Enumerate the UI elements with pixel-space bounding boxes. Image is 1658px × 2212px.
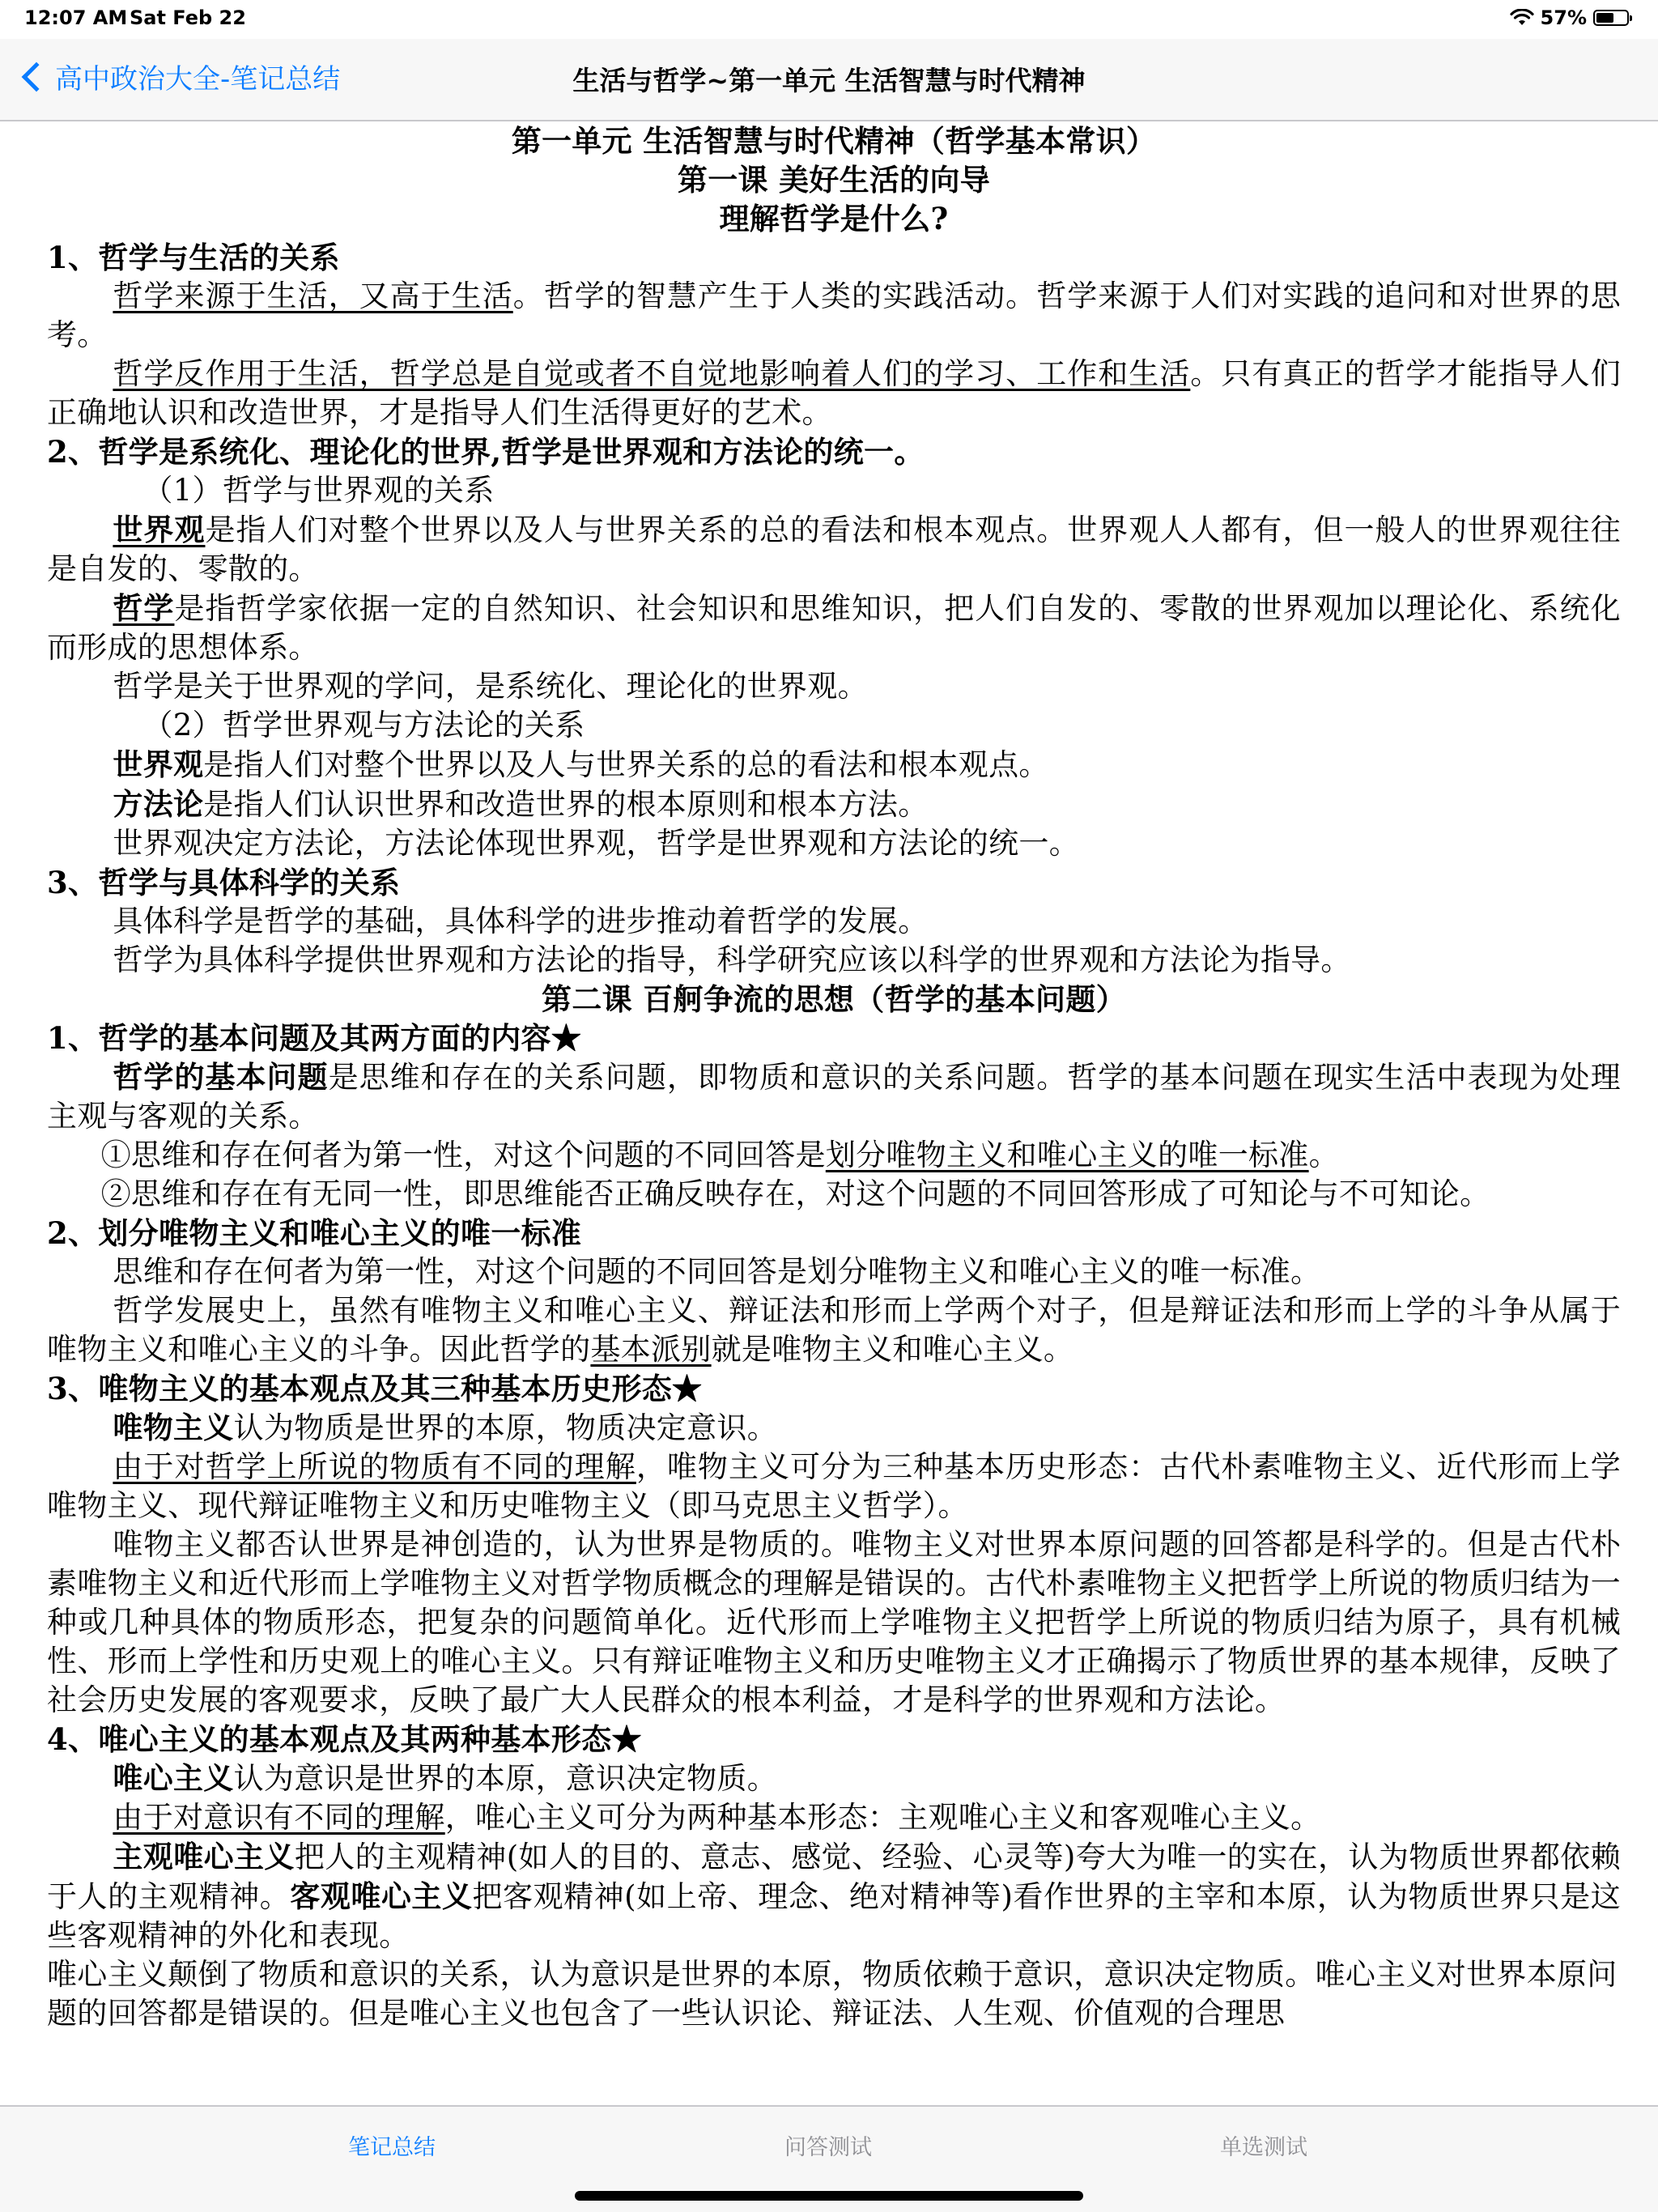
paragraph: 由于对哲学上所说的物质有不同的理解，唯物主义可分为三种基本历史形态：古代朴素唯物主义、近代形而上学唯物主义、现代辩证唯物主义和历史唯物主义（即马克思主义哲学）。 — [47, 1449, 1621, 1523]
paragraph: 唯心主义认为意识是世界的本原，意识决定物质。 — [113, 1760, 777, 1796]
paragraph: 哲学是指哲学家依据一定的自然知识、社会知识和思维知识，把人们自发的、零散的世界观加以理论化、系统化而形成的思想体系。 — [47, 590, 1621, 665]
paragraph: 主观唯心主义把人的主观精神(如人的目的、意志、感觉、经验、心灵等)夸大为唯一的实在，认为物质世界都依赖于人的主观精神。客观唯心主义把客观精神(如上帝、理念、绝对精神等)看作世界的主宰和本原，认为物质世界只是这些客观精神的外化和表现。 — [47, 1839, 1621, 1953]
tab-notes-summary[interactable]: 笔记总结 — [348, 2135, 436, 2160]
note-document — [0, 121, 1658, 2033]
paragraph: 哲学反作用于生活，哲学总是自觉或者不自觉地影响着人们的学习、工作和生活。只有真正的哲学才能指导人们正确地认识和改造世界，才是指导人们生活得更好的艺术。 — [47, 356, 1621, 430]
home-indicator[interactable] — [575, 2191, 1083, 2201]
heading: 4、唯心主义的基本观点及其两种基本形态★ — [47, 1721, 642, 1757]
heading: 1、哲学的基本问题及其两方面的内容★ — [47, 1020, 582, 1056]
heading: 3、唯物主义的基本观点及其三种基本历史形态★ — [47, 1371, 703, 1406]
tab-qa-test[interactable]: 问答测试 — [784, 2135, 872, 2160]
battery-icon — [1593, 10, 1629, 26]
status-date: Sat Feb 22 — [130, 6, 246, 29]
paragraph: 世界观是指人们对整个世界以及人与世界关系的总的看法和根本观点。世界观人人都有，但一般人的世界观往往是自发的、零散的。 — [47, 512, 1622, 586]
list-item: ②思维和存在有无同一性，即思维能否正确反映存在，对这个问题的不同回答形成了可知论与不可知论。 — [100, 1176, 1490, 1211]
status-right — [1510, 6, 1629, 29]
heading: 2、哲学是系统化、理论化的世界,哲学是世界观和方法论的统一。 — [47, 434, 925, 470]
tab-bar — [0, 2105, 1658, 2212]
heading: 2、划分唯物主义和唯心主义的唯一标准 — [47, 1215, 582, 1251]
paragraph: 方法论是指人们认识世界和改造世界的根本原则和根本方法。 — [113, 786, 929, 822]
paragraph: 哲学发展史上，虽然有唯物主义和唯心主义、辩证法和形而上学两个对子，但是辩证法和形而上学的斗争从属于唯物主义和唯心主义的斗争。因此哲学的基本派别就是唯物主义和唯心主义。 — [47, 1293, 1621, 1367]
unit-title: 第一单元 生活智慧与时代精神（哲学基本常识） — [511, 123, 1157, 159]
status-bar — [0, 0, 1658, 39]
section-title: 理解哲学是什么? — [719, 201, 949, 236]
status-time: 12:07 AM — [24, 6, 128, 29]
paragraph: 哲学的基本问题是思维和存在的关系问题，即物质和意识的关系问题。哲学的基本问题在现实生活中表现为处理主观与客观的关系。 — [47, 1059, 1621, 1134]
navigation-bar — [0, 39, 1658, 121]
paragraph: 哲学来源于生活，又高于生活。哲学的智慧产生于人类的实践活动。哲学来源于人们对实践的追问和对世界的思考。 — [47, 279, 1621, 352]
document-scroll-view[interactable] — [0, 121, 1658, 2105]
battery-percent: 57% — [1540, 6, 1587, 29]
back-button-label: 高中政治大全-笔记总结 — [55, 63, 341, 96]
paragraph: 唯心主义颠倒了物质和意识的关系，认为意识是世界的本原，物质依赖于意识，意识决定物质。唯心主义对世界本原问题的回答都是错误的。但是唯心主义也包含了一些认识论、辩证法、人生观、价值观的合理思 — [47, 1957, 1618, 2031]
paragraph: 哲学为具体科学提供世界观和方法论的指导，科学研究应该以科学的世界观和方法论为指导。 — [113, 942, 1351, 977]
paragraph: 世界观是指人们对整个世界以及人与世界关系的总的看法和根本观点。 — [113, 747, 1049, 782]
paragraph: 具体科学是哲学的基础，具体科学的进步推动着哲学的发展。 — [113, 904, 929, 938]
paragraph: 唯物主义认为物质是世界的本原，物质决定意识。 — [113, 1410, 777, 1445]
heading: 1、哲学与生活的关系 — [47, 240, 340, 275]
paragraph: 唯物主义都否认世界是神创造的，认为世界是物质的。唯物主义对世界本原问题的回答都是科学的。但是古代朴素唯物主义和近代形而上学唯物主义对哲学物质概念的理解是错误的。古代朴素唯物主义把哲学上所说的物质归结为一种或几种具体的物质形态，把复杂的问题简单化。近代形而上学唯物主义把哲学上所说的物质归结为原子，具有机械性、形而上学性和历史观上的唯心主义。只有辩证唯物主义和历史唯物主义才正确揭示了物质世界的基本规律，反映了社会历史发展的客观要求，反映了最广大人民群众的根本利益，才是科学的世界观和方法论。 — [47, 1527, 1621, 1717]
wifi-icon — [1510, 9, 1534, 27]
paragraph: 哲学是关于世界观的学问，是系统化、理论化的世界观。 — [113, 669, 868, 704]
heading: 3、哲学与具体科学的关系 — [47, 865, 401, 900]
tab-single-choice-test[interactable]: 单选测试 — [1220, 2135, 1307, 2160]
paragraph: 由于对意识有不同的理解，唯心主义可分为两种基本形态：主观唯心主义和客观唯心主义。 — [113, 1800, 1321, 1835]
subheading: （2）哲学世界观与方法论的关系 — [142, 708, 585, 742]
paragraph: 世界观决定方法论，方法论体现世界观，哲学是世界观和方法论的统一。 — [113, 826, 1079, 861]
lesson-title: 第二课 百舸争流的思想（哲学的基本问题） — [542, 981, 1126, 1017]
subheading: （1）哲学与世界观的关系 — [142, 473, 495, 508]
page-title: 生活与哲学~第一单元 生活智慧与时代精神 — [572, 65, 1086, 96]
list-item: ①思维和存在何者为第一性，对这个问题的不同回答是划分唯物主义和唯心主义的唯一标准。 — [100, 1138, 1339, 1172]
paragraph: 思维和存在何者为第一性，对这个问题的不同回答是划分唯物主义和唯心主义的唯一标准。 — [113, 1254, 1321, 1289]
lesson-title: 第一课 美好生活的向导 — [677, 162, 991, 198]
